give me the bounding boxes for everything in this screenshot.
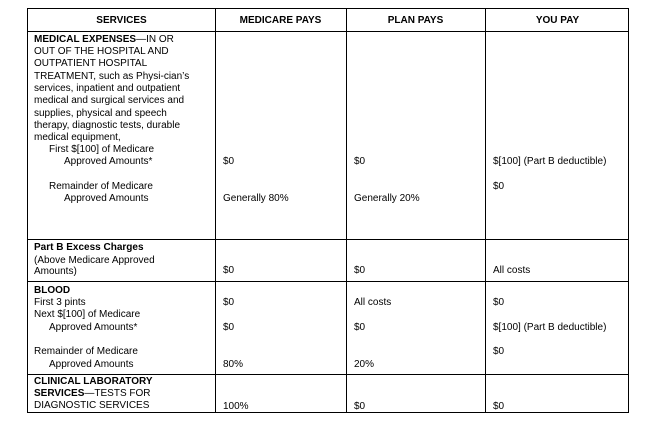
medical-first-label: First $[100] of Medicare <box>49 144 155 155</box>
excess-desc: (Above Medicare Approved <box>34 255 155 266</box>
blood-remainder-label-2: Approved Amounts <box>49 359 134 370</box>
lab-title-2: SERVICES—TESTS FOR <box>34 388 151 399</box>
excess-plan: $0 <box>354 265 366 276</box>
medical-desc-line: therapy, diagnostic tests, durable <box>34 120 181 131</box>
lab-plan: $0 <box>354 401 366 412</box>
blood-remainder-you: $0 <box>493 346 505 357</box>
medical-remainder-you: $0 <box>493 181 505 192</box>
row-divider <box>28 281 628 282</box>
excess-charges-title: Part B Excess Charges <box>34 242 144 253</box>
column-divider <box>485 9 486 412</box>
blood-title: BLOOD <box>34 285 71 296</box>
benefits-table <box>27 8 629 413</box>
medical-remainder-label: Remainder of Medicare <box>49 181 153 192</box>
header-medicare-pays: MEDICARE PAYS <box>239 15 322 26</box>
column-divider <box>215 9 216 412</box>
medical-first-you: $[100] (Part B deductible) <box>493 156 607 167</box>
medical-desc-line: medical and surgical services and <box>34 95 185 106</box>
lab-title: CLINICAL LABORATORY <box>34 376 153 387</box>
excess-desc-2: Amounts) <box>34 266 77 277</box>
blood-pints-medicare: $0 <box>223 297 235 308</box>
medical-desc-line: OUTPATIENT HOSPITAL <box>34 58 148 69</box>
lab-desc: DIAGNOSTIC SERVICES <box>34 400 150 411</box>
medical-remainder-plan: Generally 20% <box>354 193 420 204</box>
medical-first-label-2: Approved Amounts* <box>64 156 153 167</box>
blood-next-medicare: $0 <box>223 322 235 333</box>
medical-remainder-label-2: Approved Amounts <box>64 193 149 204</box>
row-divider <box>28 239 628 240</box>
excess-medicare: $0 <box>223 265 235 276</box>
header-services: SERVICES <box>96 15 147 26</box>
blood-remainder-medicare: 80% <box>223 359 244 370</box>
medical-desc-line: TREATMENT, such as Physi-cian’s <box>34 71 190 82</box>
medical-expenses-title: MEDICAL EXPENSES—IN OR <box>34 34 174 45</box>
lab-medicare: 100% <box>223 401 249 412</box>
blood-pints-you: $0 <box>493 297 505 308</box>
lab-you: $0 <box>493 401 505 412</box>
medical-desc-line: OUT OF THE HOSPITAL AND <box>34 46 169 57</box>
header-you-pay: YOU PAY <box>535 15 580 26</box>
row-divider <box>28 374 628 375</box>
medical-first-medicare: $0 <box>223 156 235 167</box>
blood-next-label-2: Approved Amounts* <box>49 322 138 333</box>
medical-desc-line: services, inpatient and outpatient <box>34 83 181 94</box>
medical-desc-line: medical equipment, <box>34 132 121 143</box>
blood-next-label: Next $[100] of Medicare <box>34 309 141 320</box>
medical-desc-line: supplies, physical and speech <box>34 108 167 119</box>
header-plan-pays: PLAN PAYS <box>387 15 444 26</box>
medical-first-plan: $0 <box>354 156 366 167</box>
blood-remainder-label: Remainder of Medicare <box>34 346 138 357</box>
blood-next-plan: $0 <box>354 322 366 333</box>
blood-remainder-plan: 20% <box>354 359 375 370</box>
blood-pints-plan: All costs <box>354 297 392 308</box>
medical-remainder-medicare: Generally 80% <box>223 193 289 204</box>
blood-pints-label: First 3 pints <box>34 297 86 308</box>
header-divider <box>28 31 628 32</box>
column-divider <box>346 9 347 412</box>
blood-next-you: $[100] (Part B deductible) <box>493 322 607 333</box>
excess-you: All costs <box>493 265 531 276</box>
